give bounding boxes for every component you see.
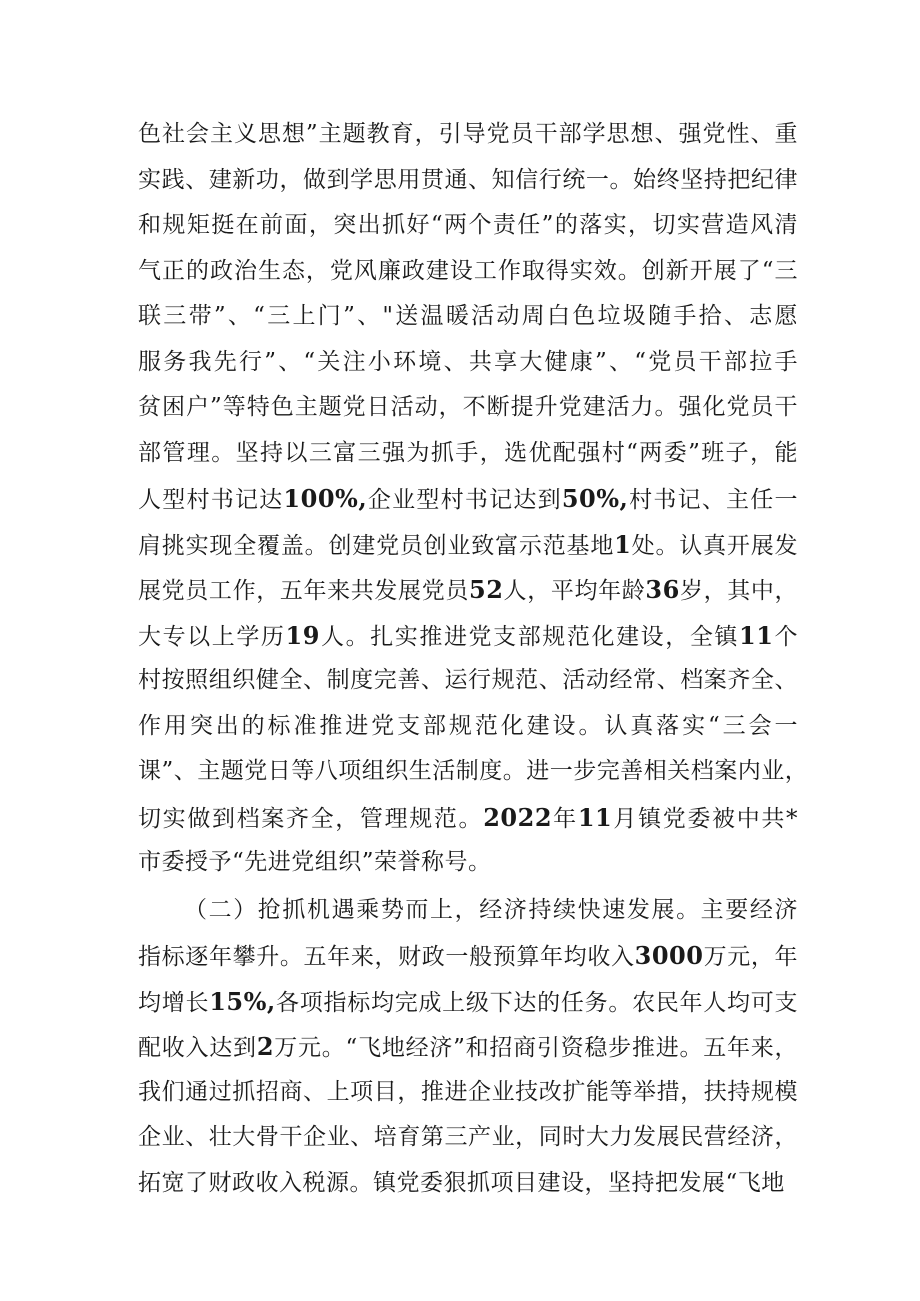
text-run: 村按照组织健全、制度完善、运行规范、活动经常、档案齐全、: [138, 667, 798, 693]
text-line: [138, 522, 798, 568]
bold-figure: 11: [739, 620, 774, 650]
text-line: [138, 1161, 798, 1207]
bold-figure: 50%,: [561, 484, 629, 513]
text-run: 实践、建新功，做到学思用贯通、知信行统一。始终坚持把纪律: [138, 166, 798, 193]
paragraph-economic-development: [138, 888, 798, 1207]
text-run: 人。扎实推进党支部规范化建设，全镇: [319, 623, 740, 650]
text-run: 市委授予“先进党组织”荣誉称号。: [138, 849, 492, 875]
text-run: 年: [552, 805, 578, 832]
text-run: 作用突出的标准推进党支部规范化建设。认真落实“三会一: [138, 712, 798, 739]
text-run: 展党员工作，五年来共发展党员: [138, 578, 469, 604]
text-line: [138, 249, 798, 295]
text-line: [138, 1024, 798, 1070]
text-run: 企业、壮大骨干企业、培育第三产业，同时大力发展民营经济，: [138, 1124, 798, 1150]
text-run: 联三带”、“三上门”、"送温暖活动周白色垃圾随手拾、志愿: [138, 303, 798, 329]
text-run: 色社会主义思想”主题教育，引导党员干部学思想、强党性、重: [138, 121, 798, 147]
text-line: [138, 888, 798, 934]
text-run: 各项指标均完成上级下达的任务。农民年人均可支: [275, 989, 799, 1016]
text-line: [138, 476, 798, 522]
text-run: 村书记、主任一: [628, 487, 799, 513]
text-run: 拓宽了财政收入税源。镇党委狠抓项目建设，坚持把发展“飞地: [138, 1169, 785, 1196]
text-line: [138, 979, 798, 1025]
text-run: 贫困户”等特色主题党日活动，不断提升党建活力。强化党员干: [138, 394, 798, 420]
text-run: 服务我先行”、“关注小环境、共享大健康”、“党员干部拉手: [138, 348, 798, 375]
bold-figure: 2: [256, 1032, 275, 1061]
text-line: [138, 749, 809, 795]
text-run: 肩挑实现全覆盖。创建党员创业致富示范基地: [138, 532, 615, 559]
text-line: [138, 933, 798, 979]
text-line: [138, 158, 798, 204]
bold-figure: 19: [285, 620, 320, 650]
text-run: 课”、主题党日等八项组织生活制度。进一步完善相关档案内业，: [138, 758, 809, 784]
bold-figure: 1: [614, 529, 632, 559]
text-run: 月镇党委被中共*: [612, 805, 799, 832]
text-run: 指标逐年攀升。五年来，财政一般预算年均收入: [138, 944, 635, 970]
text-run: 配收入达到: [138, 1035, 257, 1061]
text-line: [138, 385, 798, 431]
bold-figure: 11: [577, 802, 613, 832]
bold-figure: 100%,: [283, 484, 368, 513]
bold-figure: 2022: [483, 802, 553, 832]
text-line: [138, 795, 798, 841]
text-run: 人，平均年龄: [503, 578, 646, 604]
text-line: [138, 340, 798, 386]
text-run: （二）抢抓机遇乘势而上，经济持续快速发展。主要经济: [184, 896, 798, 923]
text-line: [138, 613, 798, 659]
text-line: [138, 112, 798, 158]
paragraph-party-building: [138, 112, 809, 886]
text-run: 岁，其中，: [679, 578, 799, 604]
text-run: 我们通过抓招商、上项目，推进企业技改扩能等举措，扶持规模: [138, 1078, 798, 1105]
body-text: [138, 112, 809, 1206]
text-run: 个: [773, 623, 799, 650]
bold-figure: 15%,: [209, 986, 276, 1016]
text-run: 均增长: [138, 989, 210, 1016]
text-run: 和规矩挺在前面，突出抓好“两个责任”的落实，切实营造风清: [138, 212, 798, 238]
text-run: 万元。“飞地经济”和招商引资稳步推进。五年来，: [274, 1035, 799, 1061]
text-line: [138, 1070, 798, 1116]
text-run: 气正的政治生态，党风廉政建设工作取得实效。创新开展了“三: [138, 257, 798, 284]
text-line: [138, 1115, 798, 1161]
text-run: 切实做到档案齐全，管理规范。: [138, 805, 484, 832]
bold-figure: 3000: [634, 941, 704, 970]
text-line: [138, 567, 798, 613]
text-run: 企业型村书记达到: [367, 487, 562, 513]
text-line: [138, 431, 798, 477]
text-run: 处。认真开展发: [631, 532, 799, 559]
bold-figure: 36: [645, 575, 680, 604]
text-run: 人型村书记达: [138, 487, 284, 513]
text-run: 万元，年: [703, 944, 799, 970]
text-line: [138, 203, 798, 249]
text-line: [138, 704, 798, 750]
text-run: 部管理。坚持以三富三强为抓手，选优配强村“两委”班子，能: [138, 439, 798, 466]
text-line: [138, 294, 798, 340]
text-line: [138, 658, 798, 704]
text-run: 大专以上学历: [138, 623, 286, 650]
bold-figure: 52: [469, 575, 504, 604]
text-line: [138, 840, 798, 886]
